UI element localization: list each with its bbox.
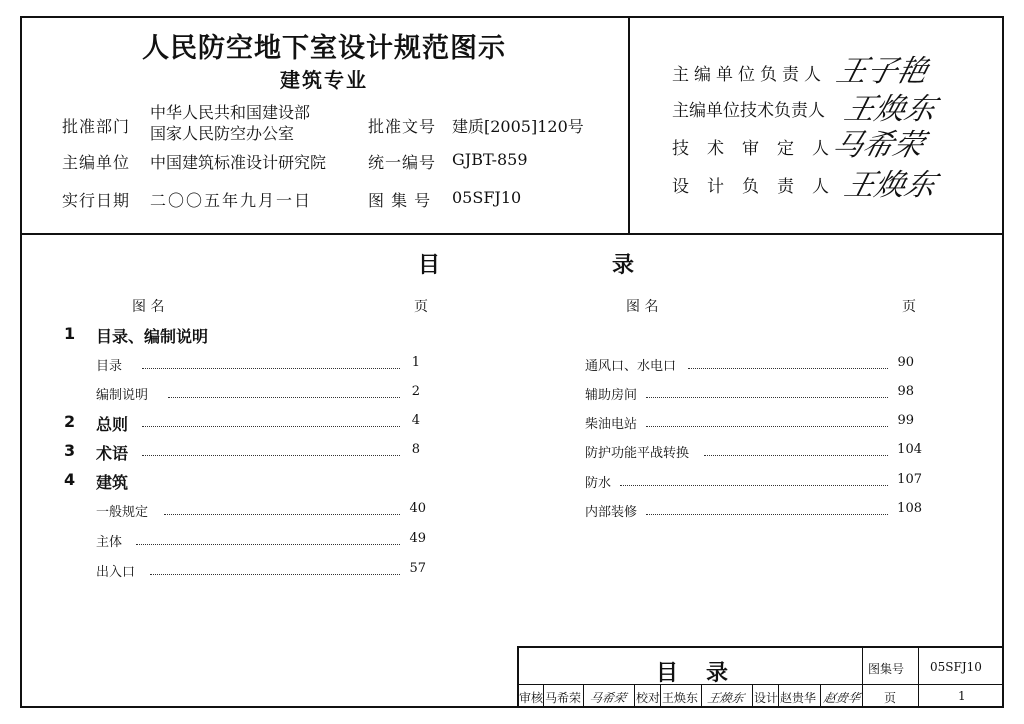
check-signature: 王焕东: [706, 691, 746, 705]
check-name: 王焕东: [662, 691, 699, 705]
section-title[interactable]: 目录、编制说明: [96, 327, 209, 346]
signature: 王子艳: [832, 54, 932, 89]
responsible-label: [672, 96, 826, 121]
dot-leader: [136, 544, 400, 545]
toc-item-page: 108: [897, 501, 922, 516]
toc-item-page: 8: [411, 442, 420, 457]
cell-divider: [752, 684, 753, 708]
toc-item-page: 2: [411, 384, 420, 399]
unified-no-label: 统一编号: [368, 153, 437, 172]
review-name: 马希荣: [545, 691, 582, 705]
toc-item-page: 104: [897, 442, 922, 457]
responsible-label-text: 技术审定人: [672, 139, 847, 159]
dot-leader: [150, 574, 400, 575]
dot-leader: [142, 368, 400, 369]
responsible-label: [672, 172, 847, 197]
toc-item-name[interactable]: 通风口、水电口: [585, 359, 677, 374]
design-signature: 赵贵华: [822, 691, 862, 705]
signature: 王焕东: [840, 168, 940, 203]
dot-leader: [142, 455, 400, 456]
header-vertical-divider: [628, 16, 630, 234]
effective-date-label: 实行日期: [62, 191, 131, 210]
approval-doc-value: 建质[2005]120号: [452, 117, 584, 136]
dot-leader: [620, 485, 888, 486]
page-value: 1: [958, 689, 966, 703]
title-block-atlas-label: 图集号: [868, 662, 905, 676]
cell-divider: [778, 684, 779, 708]
cell-divider: [660, 684, 661, 708]
chief-unit-value: 中国建筑标准设计研究院: [150, 153, 327, 172]
toc-item-name[interactable]: 出入口: [96, 565, 136, 580]
toc-item-page: 98: [897, 384, 914, 399]
section-number: 1: [64, 324, 76, 343]
cell-divider: [583, 684, 584, 708]
approval-dept-label: 批准部门: [62, 117, 131, 136]
header-divider: [20, 233, 1004, 235]
effective-date-value: 二〇〇五年九月一日: [150, 191, 313, 210]
approval-dept-line2: 国家人民防空办公室: [150, 124, 295, 143]
toc-item-name[interactable]: 目录: [96, 359, 123, 374]
toc-item-page: 49: [409, 531, 426, 546]
toc-item-name[interactable]: 防护功能平战转换: [585, 446, 690, 461]
review-label: 审核: [519, 691, 544, 705]
cell-divider: [543, 684, 544, 708]
responsible-label-text: 设计负责人: [672, 177, 847, 197]
section-number: 3: [64, 441, 76, 460]
col-name-label: 图 名: [132, 299, 165, 315]
section-title[interactable]: 总则: [96, 415, 129, 434]
toc-item-page: 4: [411, 413, 420, 428]
cell-divider: [634, 684, 635, 708]
section-number: 2: [64, 412, 76, 431]
title-block-divider: [517, 684, 1004, 685]
cell-divider: [820, 684, 821, 708]
toc-heading-left: 目: [418, 253, 441, 278]
dot-leader: [646, 426, 888, 427]
dot-leader: [704, 455, 888, 456]
responsible-label-text: 主编单位技术负责人: [672, 101, 825, 121]
toc-item-page: 1: [411, 355, 420, 370]
toc-item-page: 40: [409, 501, 426, 516]
atlas-no-value: 05SFJ10: [452, 188, 522, 207]
atlas-no-label: 图 集 号: [368, 191, 432, 210]
title-block-divider: [862, 646, 863, 708]
toc-item-name[interactable]: 防水: [585, 476, 612, 491]
toc-item-page: 99: [897, 413, 914, 428]
signature: 马希荣: [828, 128, 928, 163]
responsible-label: [672, 134, 847, 159]
approval-dept-line1: 中华人民共和国建设部: [150, 103, 311, 122]
signature: 王焕东: [840, 92, 940, 127]
design-name: 赵贵华: [780, 691, 817, 705]
toc-item-name[interactable]: 一般规定: [96, 505, 149, 520]
chief-unit-label: 主编单位: [62, 153, 131, 172]
dot-leader: [142, 426, 400, 427]
atlas-title: 人民防空地下室设计规范图示: [142, 33, 506, 64]
unified-no-value: GJBT-859: [452, 150, 528, 169]
dot-leader: [164, 514, 400, 515]
col-page-label: 页: [414, 299, 428, 315]
responsible-label: [672, 60, 826, 85]
toc-item-name[interactable]: 柴油电站: [585, 417, 638, 432]
toc-item-page: 57: [409, 561, 426, 576]
toc-item-name[interactable]: 编制说明: [96, 388, 149, 403]
title-block-divider: [918, 646, 919, 708]
section-title[interactable]: 建筑: [96, 473, 129, 492]
check-label: 校对: [636, 691, 661, 705]
section-number: 4: [64, 470, 76, 489]
cell-divider: [701, 684, 702, 708]
dot-leader: [646, 397, 888, 398]
dot-leader: [168, 397, 400, 398]
section-title[interactable]: 术语: [96, 444, 129, 463]
toc-item-name[interactable]: 内部装修: [585, 505, 638, 520]
toc-item-page: 90: [897, 355, 914, 370]
toc-item-name[interactable]: 辅助房间: [585, 388, 638, 403]
dot-leader: [688, 368, 888, 369]
design-label: 设计: [754, 691, 779, 705]
dot-leader: [646, 514, 888, 515]
responsible-label-text: 主编单位负责人: [672, 65, 826, 85]
approval-doc-label: 批准文号: [368, 117, 437, 136]
review-signature: 马希荣: [588, 691, 628, 705]
col-page-label: 页: [902, 299, 916, 315]
atlas-subtitle: 建筑专业: [280, 68, 368, 92]
toc-item-page: 107: [897, 472, 922, 487]
title-block-atlas-value: 05SFJ10: [930, 660, 982, 674]
title-block-title: 目录: [656, 661, 757, 686]
col-name-label: 图 名: [626, 299, 659, 315]
toc-item-name[interactable]: 主体: [96, 535, 123, 550]
toc-heading-right: 录: [612, 253, 635, 278]
page-label: 页: [884, 691, 897, 705]
